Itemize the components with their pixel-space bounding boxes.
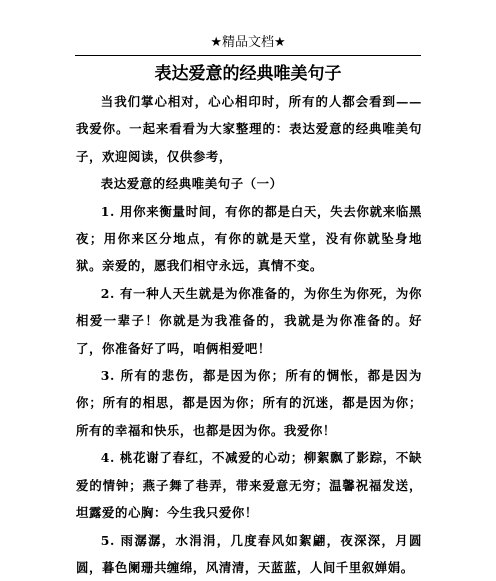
list-item: 5. 雨潺潺，水涓涓，几度春风如絮翩，夜深深，月圆圆，暮色阑珊共缠绵，风清清，天蓝蓝，人间千里叙婵娟。 <box>76 527 422 581</box>
list-item: 3. 所有的悲伤，都是因为你；所有的惆怅，都是因为你；所有的相思，都是因为你；所有的沉迷，都是因为你；所有的幸福和快乐，也都是因为你。我爱你！ <box>76 362 422 444</box>
header-mark: ★精品文档★ <box>0 34 496 52</box>
section-heading: 表达爱意的经典唯美句子（一） <box>76 170 422 197</box>
header-divider <box>75 55 421 56</box>
document-title: 表达爱意的经典唯美句子 <box>0 62 496 86</box>
list-item: 4. 桃花谢了春红，不减爱的心动；柳絮飘了影踪，不缺爱的情钟；燕子舞了巷弄，带来爱意无穷；温馨祝福发送，坦露爱的心胸：今生我只爱你！ <box>76 444 422 526</box>
list-item: 2. 有一种人天生就是为你准备的，为你生为你死，为你相爱一辈子！你就是为我准备的，我就是为你准备的。好了，你准备好了吗，咱俩相爱吧！ <box>76 280 422 362</box>
list-item: 1. 用你来衡量时间，有你的都是白天，失去你就来临黑夜；用你来区分地点，有你的就是天堂，没有你就坠身地狱。亲爱的，愿我们相守永远，真情不变。 <box>76 198 422 280</box>
intro-paragraph: 当我们掌心相对，心心相印时，所有的人都会看到——我爱你。一起来看看为大家整理的：表达爱意的经典唯美句子，欢迎阅读，仅供参考， <box>76 88 422 170</box>
document-body <box>76 88 422 581</box>
